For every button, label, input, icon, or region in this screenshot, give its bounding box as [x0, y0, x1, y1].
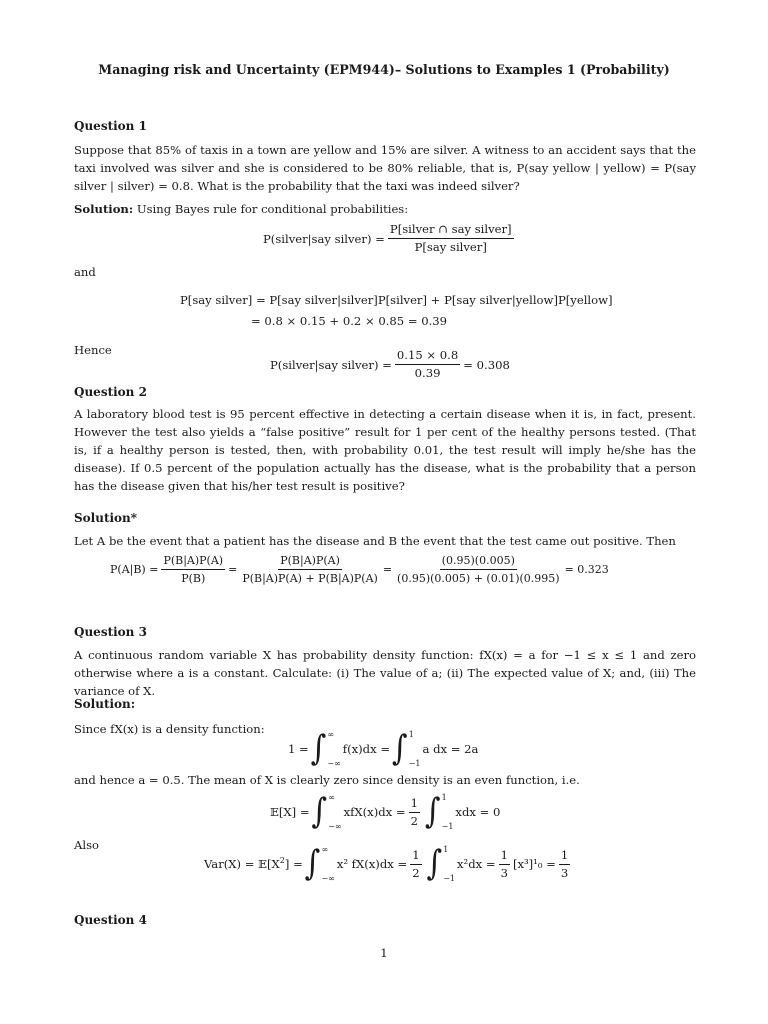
posterior-equation [270, 348, 510, 381]
integrand: f(x)dx = [342, 742, 391, 756]
equation-lhs: $Var(X) = 𝔼[X^2]$ = [204, 856, 303, 871]
fraction-numerator: P(B|A)P(A) [278, 553, 342, 570]
question-1-solution-line [74, 200, 408, 218]
fraction-numerator: 0.15 × 0.8 [395, 348, 460, 365]
lower-limit: −1 [408, 759, 421, 768]
fraction-numerator: 1 [559, 848, 570, 865]
half-fraction [410, 848, 421, 881]
solution-label: Solution: [74, 202, 134, 216]
fraction-numerator: (0.95)(0.005) [440, 553, 517, 570]
equation-fraction [388, 222, 514, 255]
hence-text: Hence [74, 343, 112, 357]
upper-limit: 1 [441, 793, 447, 802]
integral-sign: ∫ ∞ −∞ [311, 791, 342, 832]
integrand: xdx = 0 [455, 805, 501, 819]
fraction-denominator: 2 [410, 813, 418, 828]
equation-result: = 0.323 [564, 562, 609, 576]
equation-fraction-1 [161, 553, 225, 586]
question-3-text: A continuous random variable X has probability density function: fX(x) = a for −1 ≤ x ≤ 1 and zero otherwise where a is a constant. Calculate: (i) The value of a; (ii) The expected value of X; and, (iii) The variance of X. [74, 648, 696, 698]
integral-sign: ∫ 1 −1 [392, 728, 421, 769]
integral-sign: ∫ 1 −1 [426, 843, 456, 884]
upper-limit: 1 [408, 730, 414, 739]
equation-lhs: 1 = [288, 742, 309, 756]
equation-fraction-3 [395, 553, 562, 586]
bayes-equation [263, 222, 517, 255]
fraction-denominator: (0.95)(0.005) + (0.01)(0.995) [397, 572, 560, 585]
equation-result: = 0.308 [463, 357, 510, 372]
page-number: 1 [380, 946, 388, 960]
integrand: x² fX(x)dx = [336, 857, 408, 871]
document-title: Managing risk and Uncertainty (EPM944)– Solutions to Examples 1 (Probability) [98, 62, 670, 77]
half-fraction [409, 796, 420, 829]
lower-limit: −1 [443, 874, 456, 883]
normalization-equation [288, 730, 478, 768]
question-2-text: A laboratory blood test is 95 percent effective in detecting a certain disease when it is, in fact, present. However the test also yields a “false positive” result for 1 per cent of the healthy persons tested. (That is, if a healthy person is tested, then, with probability 0.01, the test result will imply he/she has the disease). If 0.5 percent of the population actually has the disease, what is the probability that a person has the disease given that his/her test result is positive? [74, 407, 696, 493]
question-1-heading: Question 1 [74, 119, 147, 133]
integral-sign: ∫ ∞ −∞ [304, 843, 335, 884]
equation-lhs: P(A|B) = [110, 562, 159, 576]
third-fraction [499, 848, 510, 881]
total-probability-result: = 0.8 × 0.15 + 0.2 × 0.85 = 0.39 [251, 314, 448, 328]
integral-sign: ∫ ∞ −∞ [310, 728, 341, 769]
upper-limit: 1 [443, 845, 449, 854]
variance-equation [204, 845, 573, 883]
lower-limit: −∞ [327, 759, 341, 768]
integrand: a dx = 2a [422, 742, 479, 756]
upper-limit: ∞ [321, 845, 329, 854]
question-3-mean-text: and hence a = 0.5. The mean of X is clearly zero since density is an even function, i.e. [74, 773, 580, 787]
disease-bayes-equation [110, 553, 609, 586]
evaluated-bracket: [x³]¹₀ = [512, 857, 556, 871]
question-2-solution-label: Solution* [74, 511, 138, 525]
and-text: and [74, 265, 96, 279]
question-2-heading: Question 2 [74, 385, 147, 399]
equation-lhs: P(silver|say silver) = [270, 357, 392, 372]
integrand: x²dx = [457, 857, 496, 871]
question-1-text: Suppose that 85% of taxis in a town are yellow and 15% are silver. A witness to an accident says that the taxi involved was silver and she is considered to be 80% reliable, that is, P(say yellow | yellow) = P(say silver | silver) = 0.8. What is the probability that the taxi was indeed silver? [74, 143, 696, 193]
expectation-equation [270, 793, 500, 831]
equation-fraction-2 [240, 553, 380, 586]
also-text: Also [74, 838, 100, 852]
lower-limit: −∞ [321, 874, 335, 883]
fraction-denominator: 3 [500, 865, 508, 880]
lower-limit: −1 [441, 822, 454, 831]
fraction-numerator: 1 [409, 796, 420, 813]
question-3-heading: Question 3 [74, 625, 147, 639]
fraction-numerator: P[silver ∩ say silver] [388, 222, 514, 239]
question-4-heading: Question 4 [74, 913, 147, 927]
total-probability-equation: P[say silver] = P[say silver|silver]P[silver] + P[say silver|yellow]P[yellow] [180, 293, 613, 307]
fraction-denominator: P[say silver] [414, 240, 487, 254]
fraction-denominator: P(B) [181, 572, 206, 585]
fraction-numerator: P(B|A)P(A) [161, 553, 225, 570]
fraction-numerator: 1 [410, 848, 421, 865]
integrand: xfX(x)dx = [343, 805, 406, 819]
equation-lhs: 𝔼[X] = [270, 805, 310, 819]
question-2-solution-text: Let A be the event that a patient has the disease and B the event that the test came out positive. Then [74, 534, 676, 548]
equation-lhs: P(silver|say silver) = [263, 231, 385, 246]
question-3-since-text: Since fX(x) is a density function: [74, 722, 265, 736]
upper-limit: ∞ [327, 730, 335, 739]
fraction-numerator: 1 [499, 848, 510, 865]
integral-sign: ∫ 1 −1 [424, 791, 454, 832]
fraction-denominator: 0.39 [414, 366, 441, 380]
lower-limit: −∞ [328, 822, 342, 831]
equals-sign: = [228, 562, 238, 576]
question-3-solution-label: Solution: [74, 697, 136, 711]
equals-sign: = [382, 562, 393, 576]
solution-intro: Using Bayes rule for conditional probabilities: [133, 202, 409, 216]
fraction-denominator: 2 [412, 865, 420, 880]
fraction-denominator: 3 [560, 865, 569, 880]
result-fraction [559, 848, 570, 881]
upper-limit: ∞ [328, 793, 335, 802]
fraction-denominator: P(B|A)P(A) + P(B|A)P(A) [242, 572, 378, 585]
equation-fraction [395, 348, 460, 381]
